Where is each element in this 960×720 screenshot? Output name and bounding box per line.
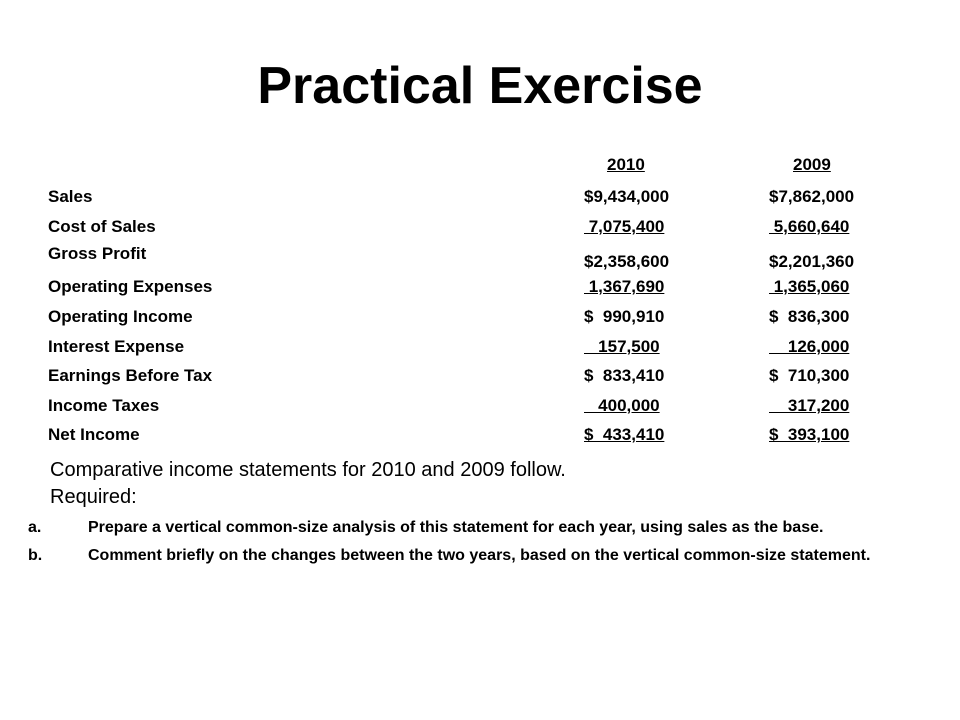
value-cost-of-sales-2010: 7,075,400 — [584, 217, 665, 236]
requirement-a-text: Prepare a vertical common-size analysis of this statement for each year, using sales as the base. — [88, 519, 824, 536]
slide-title: Practical Exercise — [257, 57, 703, 115]
row-label-operating-income: Operating Income — [48, 307, 193, 326]
value-gross-profit-2010: $2,358,600 — [584, 252, 670, 271]
row-label-operating-expenses: Operating Expenses — [48, 277, 213, 296]
value-sales-2009: $7,862,000 — [769, 187, 855, 206]
requirement-a — [28, 514, 910, 542]
value-net-income-2009: $ 393,100 — [769, 425, 850, 444]
year-header-2010: 2010 — [607, 155, 645, 174]
row-label-income-taxes: Income Taxes — [48, 396, 160, 415]
requirements-list — [28, 514, 910, 570]
requirement-a-letter: a. — [28, 519, 42, 536]
intro-text: Comparative income statements for 2010 and 2009 follow. — [50, 459, 566, 481]
row-label-earnings-before-tax: Earnings Before Tax — [48, 366, 213, 385]
value-net-income-2010: $ 433,410 — [584, 425, 665, 444]
value-cost-of-sales-2009: 5,660,640 — [769, 217, 850, 236]
value-operating-income-2009: $ 836,300 — [769, 307, 850, 326]
value-earnings-before-tax-2010: $ 833,410 — [584, 366, 665, 385]
value-income-taxes-2010: 400,000 — [584, 396, 660, 415]
value-interest-expense-2009: 126,000 — [769, 337, 850, 356]
row-label-net-income: Net Income — [48, 425, 140, 444]
requirement-b-letter: b. — [28, 547, 43, 564]
row-label-sales: Sales — [48, 187, 93, 206]
year-header-2009: 2009 — [793, 155, 831, 174]
row-label-cost-of-sales: Cost of Sales — [48, 217, 156, 236]
requirement-b-text: Comment briefly on the changes between the two years, based on the vertical common-size statement. — [88, 547, 871, 564]
value-income-taxes-2009: 317,200 — [769, 396, 850, 415]
value-operating-expenses-2009: 1,365,060 — [769, 277, 850, 296]
value-gross-profit-2009: $2,201,360 — [769, 252, 855, 271]
value-operating-expenses-2010: 1,367,690 — [584, 277, 665, 296]
requirement-b — [28, 542, 910, 570]
value-interest-expense-2010: 157,500 — [584, 337, 660, 356]
value-sales-2010: $9,434,000 — [584, 187, 670, 206]
row-label-interest-expense: Interest Expense — [48, 337, 185, 356]
value-earnings-before-tax-2009: $ 710,300 — [769, 366, 850, 385]
value-operating-income-2010: $ 990,910 — [584, 307, 665, 326]
row-label-gross-profit: Gross Profit — [48, 244, 147, 263]
required-label: Required: — [50, 486, 137, 508]
